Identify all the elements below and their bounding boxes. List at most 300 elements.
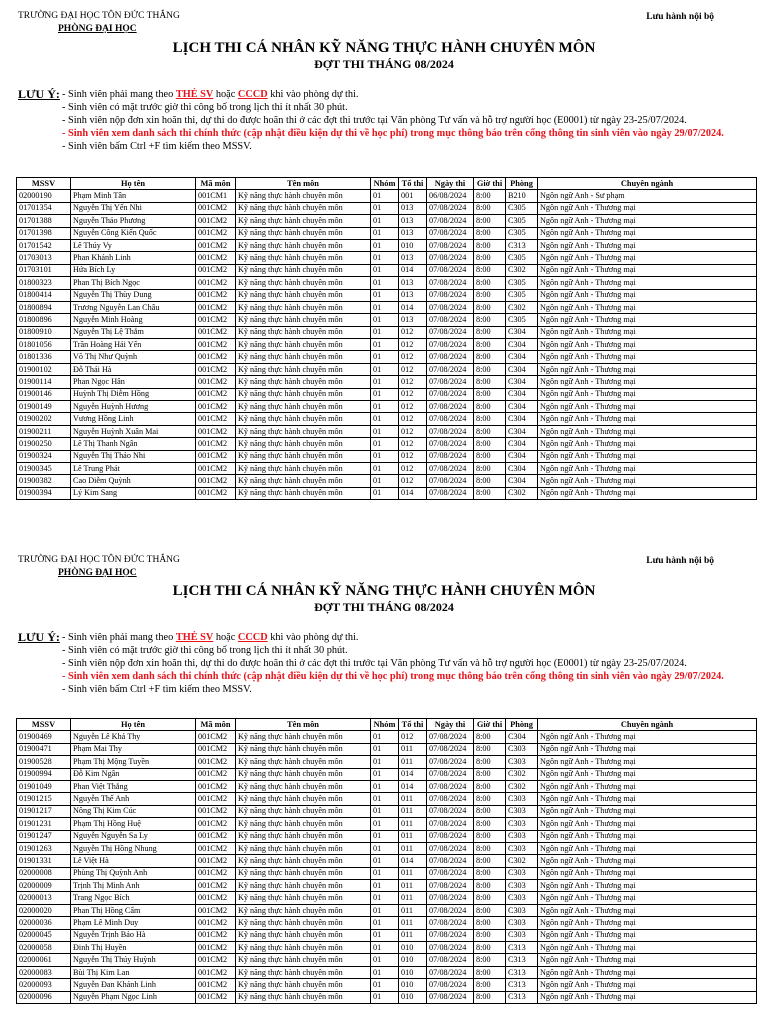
cell-major: Ngôn ngữ Anh - Thương mại bbox=[538, 966, 757, 978]
cell-course-code: 001CM2 bbox=[196, 314, 236, 326]
column-header-exam-time: Giờ thi bbox=[474, 719, 506, 731]
cell-exam-time: 8:00 bbox=[474, 401, 506, 413]
cell-course-code: 001CM2 bbox=[196, 252, 236, 264]
cell-exam-date: 07/08/2024 bbox=[427, 376, 474, 388]
cell-exam-date: 07/08/2024 bbox=[427, 880, 474, 892]
cell-major: Ngôn ngữ Anh - Thương mại bbox=[538, 450, 757, 462]
cell-mssv: 01701354 bbox=[17, 202, 71, 214]
cell-course-name: Kỹ năng thực hành chuyên môn bbox=[236, 239, 371, 251]
cell-exam-time: 8:00 bbox=[474, 438, 506, 450]
cell-room: C313 bbox=[506, 954, 538, 966]
cell-mssv: 01900202 bbox=[17, 413, 71, 425]
cell-mssv: 02000093 bbox=[17, 979, 71, 991]
cell-major: Ngôn ngữ Anh - Thương mại bbox=[538, 880, 757, 892]
cell-major: Ngôn ngữ Anh - Thương mại bbox=[538, 215, 757, 227]
cell-course-code: 001CM2 bbox=[196, 450, 236, 462]
cell-exam-date: 07/08/2024 bbox=[427, 351, 474, 363]
cell-group: 01 bbox=[371, 867, 399, 879]
cell-course-name: Kỹ năng thực hành chuyên môn bbox=[236, 202, 371, 214]
cell-major: Ngôn ngữ Anh - Thương mại bbox=[538, 252, 757, 264]
column-header-course-name: Tên môn bbox=[236, 178, 371, 190]
cell-course-code: 001CM2 bbox=[196, 830, 236, 842]
cell-course-code: 001CM2 bbox=[196, 425, 236, 437]
cell-exam-time: 8:00 bbox=[474, 793, 506, 805]
cell-group: 01 bbox=[371, 756, 399, 768]
cell-course-name: Kỹ năng thực hành chuyên môn bbox=[236, 867, 371, 879]
cell-mssv: 01900149 bbox=[17, 401, 71, 413]
cell-course-name: Kỹ năng thực hành chuyên môn bbox=[236, 904, 371, 916]
cell-room: C305 bbox=[506, 289, 538, 301]
cell-group: 01 bbox=[371, 917, 399, 929]
cell-exam-date: 07/08/2024 bbox=[427, 818, 474, 830]
cell-group: 01 bbox=[371, 215, 399, 227]
cell-course-code: 001CM2 bbox=[196, 855, 236, 867]
table-row bbox=[17, 954, 757, 966]
cell-exam-time: 8:00 bbox=[474, 842, 506, 854]
cell-group: 01 bbox=[371, 351, 399, 363]
cell-exam-time: 8:00 bbox=[474, 487, 506, 499]
cell-major: Ngôn ngữ Anh - Thương mại bbox=[538, 289, 757, 301]
cell-exam-date: 07/08/2024 bbox=[427, 743, 474, 755]
cell-exam-time: 8:00 bbox=[474, 880, 506, 892]
cell-course-code: 001CM2 bbox=[196, 351, 236, 363]
cell-major: Ngôn ngữ Anh - Thương mại bbox=[538, 842, 757, 854]
cell-major: Ngôn ngữ Anh - Thương mại bbox=[538, 326, 757, 338]
cell-course-code: 001CM2 bbox=[196, 339, 236, 351]
table-row bbox=[17, 818, 757, 830]
cell-mssv: 01900469 bbox=[17, 731, 71, 743]
column-header-exam-team: Tổ thi bbox=[399, 719, 427, 731]
cell-exam-team: 011 bbox=[399, 830, 427, 842]
cell-major: Ngôn ngữ Anh - Thương mại bbox=[538, 376, 757, 388]
cell-group: 01 bbox=[371, 743, 399, 755]
cell-full-name: Hứa Bích Ly bbox=[71, 264, 196, 276]
cell-full-name: Vương Hồng Linh bbox=[71, 413, 196, 425]
cell-course-name: Kỹ năng thực hành chuyên môn bbox=[236, 855, 371, 867]
cell-exam-team: 013 bbox=[399, 252, 427, 264]
cell-exam-time: 8:00 bbox=[474, 239, 506, 251]
cell-group: 01 bbox=[371, 979, 399, 991]
cell-exam-team: 014 bbox=[399, 780, 427, 792]
notes-block bbox=[62, 88, 742, 153]
cell-exam-team: 012 bbox=[399, 475, 427, 487]
cell-full-name: Trương Nguyễn Lan Châu bbox=[71, 301, 196, 313]
cell-exam-time: 8:00 bbox=[474, 264, 506, 276]
cell-group: 01 bbox=[371, 991, 399, 1003]
column-header-exam-date: Ngày thi bbox=[427, 178, 474, 190]
cell-exam-time: 8:00 bbox=[474, 351, 506, 363]
cell-exam-date: 07/08/2024 bbox=[427, 301, 474, 313]
cell-full-name: Nguyễn Nguyễn Sa Ly bbox=[71, 830, 196, 842]
cell-course-name: Kỹ năng thực hành chuyên môn bbox=[236, 190, 371, 202]
table-row bbox=[17, 264, 757, 276]
cell-group: 01 bbox=[371, 892, 399, 904]
cell-room: C313 bbox=[506, 966, 538, 978]
cell-room: C302 bbox=[506, 855, 538, 867]
cell-room: C304 bbox=[506, 363, 538, 375]
cell-room: C305 bbox=[506, 277, 538, 289]
cell-full-name: Nông Thị Kim Cúc bbox=[71, 805, 196, 817]
cell-mssv: 01900382 bbox=[17, 475, 71, 487]
cell-room: C303 bbox=[506, 880, 538, 892]
cell-major: Ngôn ngữ Anh - Thương mại bbox=[538, 904, 757, 916]
cell-course-name: Kỹ năng thực hành chuyên môn bbox=[236, 438, 371, 450]
cell-mssv: 01900345 bbox=[17, 462, 71, 474]
cell-group: 01 bbox=[371, 314, 399, 326]
cell-group: 01 bbox=[371, 388, 399, 400]
cell-course-code: 001CM2 bbox=[196, 954, 236, 966]
cell-exam-team: 013 bbox=[399, 215, 427, 227]
cell-room: C313 bbox=[506, 979, 538, 991]
cell-mssv: 02000058 bbox=[17, 942, 71, 954]
cell-full-name: Phan Khánh Linh bbox=[71, 252, 196, 264]
cell-exam-date: 07/08/2024 bbox=[427, 756, 474, 768]
cell-course-name: Kỹ năng thực hành chuyên môn bbox=[236, 413, 371, 425]
cell-full-name: Phạm Minh Tân bbox=[71, 190, 196, 202]
cell-course-name: Kỹ năng thực hành chuyên môn bbox=[236, 805, 371, 817]
cell-course-code: 001CM2 bbox=[196, 731, 236, 743]
cell-room: C302 bbox=[506, 780, 538, 792]
table-row bbox=[17, 768, 757, 780]
cell-room: C313 bbox=[506, 239, 538, 251]
cell-exam-team: 012 bbox=[399, 363, 427, 375]
cell-full-name: Nguyễn Phạm Ngọc Linh bbox=[71, 991, 196, 1003]
cell-exam-time: 8:00 bbox=[474, 830, 506, 842]
cell-exam-time: 8:00 bbox=[474, 942, 506, 954]
cell-mssv: 01901217 bbox=[17, 805, 71, 817]
cell-full-name: Phạm Thị Mộng Tuyền bbox=[71, 756, 196, 768]
column-header-room: Phòng bbox=[506, 719, 538, 731]
cell-course-name: Kỹ năng thực hành chuyên môn bbox=[236, 475, 371, 487]
cell-course-code: 001CM2 bbox=[196, 401, 236, 413]
cell-exam-team: 011 bbox=[399, 818, 427, 830]
cell-mssv: 01703101 bbox=[17, 264, 71, 276]
table-body bbox=[17, 731, 757, 1004]
cell-course-code: 001CM2 bbox=[196, 475, 236, 487]
note-line-4: - Sinh viên xem danh sách thi chính thức (cập nhật điều kiện dự thi về học phí) trong mục thông báo trên cổng thông tin sinh viên vào ngày 29/07/2024. bbox=[62, 671, 724, 682]
cell-exam-date: 07/08/2024 bbox=[427, 830, 474, 842]
table-row bbox=[17, 855, 757, 867]
cell-exam-time: 8:00 bbox=[474, 388, 506, 400]
table-row bbox=[17, 239, 757, 251]
cell-exam-team: 011 bbox=[399, 743, 427, 755]
cell-exam-team: 013 bbox=[399, 277, 427, 289]
table-row bbox=[17, 339, 757, 351]
cell-exam-time: 8:00 bbox=[474, 339, 506, 351]
cell-exam-time: 8:00 bbox=[474, 326, 506, 338]
cell-major: Ngôn ngữ Anh - Thương mại bbox=[538, 731, 757, 743]
cell-exam-time: 8:00 bbox=[474, 363, 506, 375]
cell-room: C303 bbox=[506, 818, 538, 830]
table-row bbox=[17, 793, 757, 805]
column-header-exam-team: Tổ thi bbox=[399, 178, 427, 190]
cell-course-name: Kỹ năng thực hành chuyên môn bbox=[236, 363, 371, 375]
cell-major: Ngôn ngữ Anh - Thương mại bbox=[538, 363, 757, 375]
cell-major: Ngôn ngữ Anh - Thương mại bbox=[538, 339, 757, 351]
table-row bbox=[17, 805, 757, 817]
cell-mssv: 01900324 bbox=[17, 450, 71, 462]
cell-group: 01 bbox=[371, 830, 399, 842]
cell-room: C303 bbox=[506, 756, 538, 768]
cell-exam-time: 8:00 bbox=[474, 450, 506, 462]
cell-room: C303 bbox=[506, 892, 538, 904]
note-line-4: - Sinh viên xem danh sách thi chính thức (cập nhật điều kiện dự thi về học phí) trong mục thông báo trên cổng thông tin sinh viên vào ngày 29/07/2024. bbox=[62, 128, 724, 139]
cell-exam-date: 07/08/2024 bbox=[427, 438, 474, 450]
cell-group: 01 bbox=[371, 277, 399, 289]
cell-room: B210 bbox=[506, 190, 538, 202]
cell-exam-date: 07/08/2024 bbox=[427, 289, 474, 301]
cell-exam-team: 010 bbox=[399, 979, 427, 991]
cell-major: Ngôn ngữ Anh - Thương mại bbox=[538, 314, 757, 326]
table-row bbox=[17, 450, 757, 462]
cell-exam-date: 07/08/2024 bbox=[427, 401, 474, 413]
cell-room: C304 bbox=[506, 376, 538, 388]
cell-exam-date: 07/08/2024 bbox=[427, 252, 474, 264]
cell-group: 01 bbox=[371, 966, 399, 978]
table-row bbox=[17, 376, 757, 388]
cell-exam-date: 07/08/2024 bbox=[427, 892, 474, 904]
cell-full-name: Nguyễn Thị Lệ Thắm bbox=[71, 326, 196, 338]
cell-course-code: 001CM2 bbox=[196, 227, 236, 239]
cell-major: Ngôn ngữ Anh - Thương mại bbox=[538, 462, 757, 474]
cell-mssv: 01800323 bbox=[17, 277, 71, 289]
cell-room: C304 bbox=[506, 401, 538, 413]
table-row bbox=[17, 487, 757, 499]
cell-exam-team: 010 bbox=[399, 991, 427, 1003]
cell-exam-time: 8:00 bbox=[474, 966, 506, 978]
cell-course-code: 001CM2 bbox=[196, 867, 236, 879]
table-header-row bbox=[17, 178, 757, 190]
cell-full-name: Phan Ngọc Hân bbox=[71, 376, 196, 388]
page-subtitle: ĐỢT THI THÁNG 08/2024 bbox=[314, 600, 454, 614]
cell-course-code: 001CM2 bbox=[196, 793, 236, 805]
cell-full-name: Nguyễn Thị Thúy Huỳnh bbox=[71, 954, 196, 966]
cell-full-name: Nguyễn Thảo Phương bbox=[71, 215, 196, 227]
cell-full-name: Lê Thị Thanh Ngân bbox=[71, 438, 196, 450]
cell-exam-team: 011 bbox=[399, 917, 427, 929]
table-row bbox=[17, 904, 757, 916]
table-row bbox=[17, 830, 757, 842]
cell-course-code: 001CM2 bbox=[196, 818, 236, 830]
cell-exam-team: 012 bbox=[399, 462, 427, 474]
cell-course-name: Kỹ năng thực hành chuyên môn bbox=[236, 289, 371, 301]
table-row bbox=[17, 425, 757, 437]
cell-course-name: Kỹ năng thực hành chuyên môn bbox=[236, 487, 371, 499]
note-line-3: - Sinh viên nộp đơn xin hoãn thi, dự thi do được hoãn thi ở các đợt thi trước tại Văn phòng Tư vấn và hỗ trợ người học (E0001) từ ngày 23-25/07/2024. bbox=[62, 658, 687, 669]
table-body bbox=[17, 190, 757, 500]
table-row bbox=[17, 326, 757, 338]
table-row bbox=[17, 929, 757, 941]
cell-major: Ngôn ngữ Anh - Sư phạm bbox=[538, 190, 757, 202]
cell-course-name: Kỹ năng thực hành chuyên môn bbox=[236, 979, 371, 991]
cell-exam-date: 07/08/2024 bbox=[427, 314, 474, 326]
cell-course-name: Kỹ năng thực hành chuyên môn bbox=[236, 376, 371, 388]
cell-mssv: 01901263 bbox=[17, 842, 71, 854]
cell-group: 01 bbox=[371, 363, 399, 375]
cell-exam-time: 8:00 bbox=[474, 215, 506, 227]
cell-exam-time: 8:00 bbox=[474, 991, 506, 1003]
cell-major: Ngôn ngữ Anh - Thương mại bbox=[538, 202, 757, 214]
cell-course-code: 001CM2 bbox=[196, 326, 236, 338]
cell-exam-team: 011 bbox=[399, 756, 427, 768]
cell-mssv: 02000083 bbox=[17, 966, 71, 978]
cell-full-name: Cao Diễm Quỳnh bbox=[71, 475, 196, 487]
cell-full-name: Phạm Mai Thy bbox=[71, 743, 196, 755]
cell-course-name: Kỹ năng thực hành chuyên môn bbox=[236, 929, 371, 941]
cell-exam-time: 8:00 bbox=[474, 756, 506, 768]
cell-course-code: 001CM2 bbox=[196, 756, 236, 768]
cell-mssv: 02000190 bbox=[17, 190, 71, 202]
cell-mssv: 01701398 bbox=[17, 227, 71, 239]
cell-course-code: 001CM2 bbox=[196, 991, 236, 1003]
cell-course-name: Kỹ năng thực hành chuyên môn bbox=[236, 401, 371, 413]
cell-room: C304 bbox=[506, 351, 538, 363]
cell-major: Ngôn ngữ Anh - Thương mại bbox=[538, 756, 757, 768]
cell-major: Ngôn ngữ Anh - Thương mại bbox=[538, 805, 757, 817]
cell-exam-team: 001 bbox=[399, 190, 427, 202]
cell-group: 01 bbox=[371, 942, 399, 954]
cell-course-code: 001CM2 bbox=[196, 904, 236, 916]
cell-major: Ngôn ngữ Anh - Thương mại bbox=[538, 942, 757, 954]
cell-exam-team: 010 bbox=[399, 966, 427, 978]
cell-exam-date: 07/08/2024 bbox=[427, 363, 474, 375]
table-row bbox=[17, 289, 757, 301]
cell-group: 01 bbox=[371, 487, 399, 499]
cell-room: C304 bbox=[506, 425, 538, 437]
cell-mssv: 01901215 bbox=[17, 793, 71, 805]
cell-full-name: Lê Trung Phát bbox=[71, 462, 196, 474]
cell-mssv: 02000013 bbox=[17, 892, 71, 904]
table-row bbox=[17, 401, 757, 413]
cell-mssv: 02000096 bbox=[17, 991, 71, 1003]
note-line-3: - Sinh viên nộp đơn xin hoãn thi, dự thi do được hoãn thi ở các đợt thi trước tại Văn phòng Tư vấn và hỗ trợ người học (E0001) từ ngày 23-25/07/2024. bbox=[62, 115, 687, 126]
cell-exam-date: 07/08/2024 bbox=[427, 277, 474, 289]
cell-full-name: Trần Hoàng Hải Yến bbox=[71, 339, 196, 351]
table-row bbox=[17, 756, 757, 768]
cell-exam-team: 014 bbox=[399, 301, 427, 313]
table-header-row bbox=[17, 719, 757, 731]
cell-mssv: 01900994 bbox=[17, 768, 71, 780]
cell-exam-time: 8:00 bbox=[474, 954, 506, 966]
cell-exam-time: 8:00 bbox=[474, 252, 506, 264]
cell-group: 01 bbox=[371, 780, 399, 792]
cell-course-code: 001CM2 bbox=[196, 462, 236, 474]
cell-exam-team: 012 bbox=[399, 376, 427, 388]
cell-exam-team: 014 bbox=[399, 855, 427, 867]
table-row bbox=[17, 190, 757, 202]
cell-exam-date: 07/08/2024 bbox=[427, 487, 474, 499]
cell-full-name: Nguyễn Đan Khánh Linh bbox=[71, 979, 196, 991]
cell-full-name: Huỳnh Thị Diễm Hồng bbox=[71, 388, 196, 400]
column-header-mssv: MSSV bbox=[17, 719, 71, 731]
cell-mssv: 02000020 bbox=[17, 904, 71, 916]
cell-course-code: 001CM2 bbox=[196, 892, 236, 904]
cell-room: C304 bbox=[506, 731, 538, 743]
column-header-exam-time: Giờ thi bbox=[474, 178, 506, 190]
cell-mssv: 01800414 bbox=[17, 289, 71, 301]
cell-room: C305 bbox=[506, 215, 538, 227]
cell-course-name: Kỹ năng thực hành chuyên môn bbox=[236, 277, 371, 289]
cell-group: 01 bbox=[371, 301, 399, 313]
column-header-group: Nhóm bbox=[371, 178, 399, 190]
cell-course-name: Kỹ năng thực hành chuyên môn bbox=[236, 227, 371, 239]
cell-exam-date: 06/08/2024 bbox=[427, 190, 474, 202]
cell-exam-time: 8:00 bbox=[474, 892, 506, 904]
cell-exam-date: 07/08/2024 bbox=[427, 991, 474, 1003]
cell-major: Ngôn ngữ Anh - Thương mại bbox=[538, 780, 757, 792]
cell-exam-team: 014 bbox=[399, 768, 427, 780]
cell-group: 01 bbox=[371, 842, 399, 854]
cell-exam-date: 07/08/2024 bbox=[427, 450, 474, 462]
cell-course-code: 001CM2 bbox=[196, 979, 236, 991]
cell-group: 01 bbox=[371, 450, 399, 462]
cell-major: Ngôn ngữ Anh - Thương mại bbox=[538, 855, 757, 867]
table-row bbox=[17, 363, 757, 375]
cell-exam-team: 011 bbox=[399, 842, 427, 854]
cell-exam-time: 8:00 bbox=[474, 818, 506, 830]
cell-course-code: 001CM2 bbox=[196, 880, 236, 892]
column-header-full-name: Họ tên bbox=[71, 178, 196, 190]
cell-course-name: Kỹ năng thực hành chuyên môn bbox=[236, 954, 371, 966]
cell-group: 01 bbox=[371, 425, 399, 437]
internal-notice: Lưu hành nội bộ bbox=[646, 556, 714, 566]
cell-major: Ngôn ngữ Anh - Thương mại bbox=[538, 917, 757, 929]
cell-course-code: 001CM2 bbox=[196, 780, 236, 792]
cell-exam-team: 012 bbox=[399, 450, 427, 462]
cell-major: Ngôn ngữ Anh - Thương mại bbox=[538, 301, 757, 313]
cell-room: C303 bbox=[506, 842, 538, 854]
cell-course-name: Kỹ năng thực hành chuyên môn bbox=[236, 793, 371, 805]
cell-exam-team: 012 bbox=[399, 326, 427, 338]
cell-major: Ngôn ngữ Anh - Thương mại bbox=[538, 818, 757, 830]
cell-full-name: Phan Việt Thắng bbox=[71, 780, 196, 792]
cell-major: Ngôn ngữ Anh - Thương mại bbox=[538, 264, 757, 276]
cell-group: 01 bbox=[371, 252, 399, 264]
cell-full-name: Trang Ngọc Bích bbox=[71, 892, 196, 904]
cell-course-code: 001CM2 bbox=[196, 363, 236, 375]
cell-full-name: Nguyễn Lê Khả Thy bbox=[71, 731, 196, 743]
cell-major: Ngôn ngữ Anh - Thương mại bbox=[538, 954, 757, 966]
cell-exam-team: 012 bbox=[399, 731, 427, 743]
cell-exam-team: 011 bbox=[399, 929, 427, 941]
cell-course-name: Kỹ năng thực hành chuyên môn bbox=[236, 731, 371, 743]
cell-major: Ngôn ngữ Anh - Thương mại bbox=[538, 991, 757, 1003]
cell-room: C304 bbox=[506, 326, 538, 338]
cell-exam-team: 013 bbox=[399, 314, 427, 326]
cell-mssv: 02000008 bbox=[17, 867, 71, 879]
note-line-5: - Sinh viên bấm Ctrl +F tìm kiếm theo MSSV. bbox=[62, 141, 252, 152]
cell-mssv: 01900211 bbox=[17, 425, 71, 437]
cell-group: 01 bbox=[371, 731, 399, 743]
cell-course-name: Kỹ năng thực hành chuyên môn bbox=[236, 339, 371, 351]
table-row bbox=[17, 301, 757, 313]
cell-group: 01 bbox=[371, 239, 399, 251]
cell-course-name: Kỹ năng thực hành chuyên môn bbox=[236, 966, 371, 978]
table-row bbox=[17, 979, 757, 991]
table-row bbox=[17, 942, 757, 954]
cell-exam-team: 011 bbox=[399, 793, 427, 805]
cell-full-name: Đinh Thị Huyền bbox=[71, 942, 196, 954]
cell-room: C313 bbox=[506, 942, 538, 954]
cell-course-name: Kỹ năng thực hành chuyên môn bbox=[236, 462, 371, 474]
cell-room: C303 bbox=[506, 867, 538, 879]
cell-full-name: Nguyễn Thị Yến Nhi bbox=[71, 202, 196, 214]
cell-group: 01 bbox=[371, 376, 399, 388]
cell-full-name: Bùi Thị Kim Lan bbox=[71, 966, 196, 978]
table-row bbox=[17, 867, 757, 879]
cell-exam-time: 8:00 bbox=[474, 780, 506, 792]
cell-major: Ngôn ngữ Anh - Thương mại bbox=[538, 768, 757, 780]
